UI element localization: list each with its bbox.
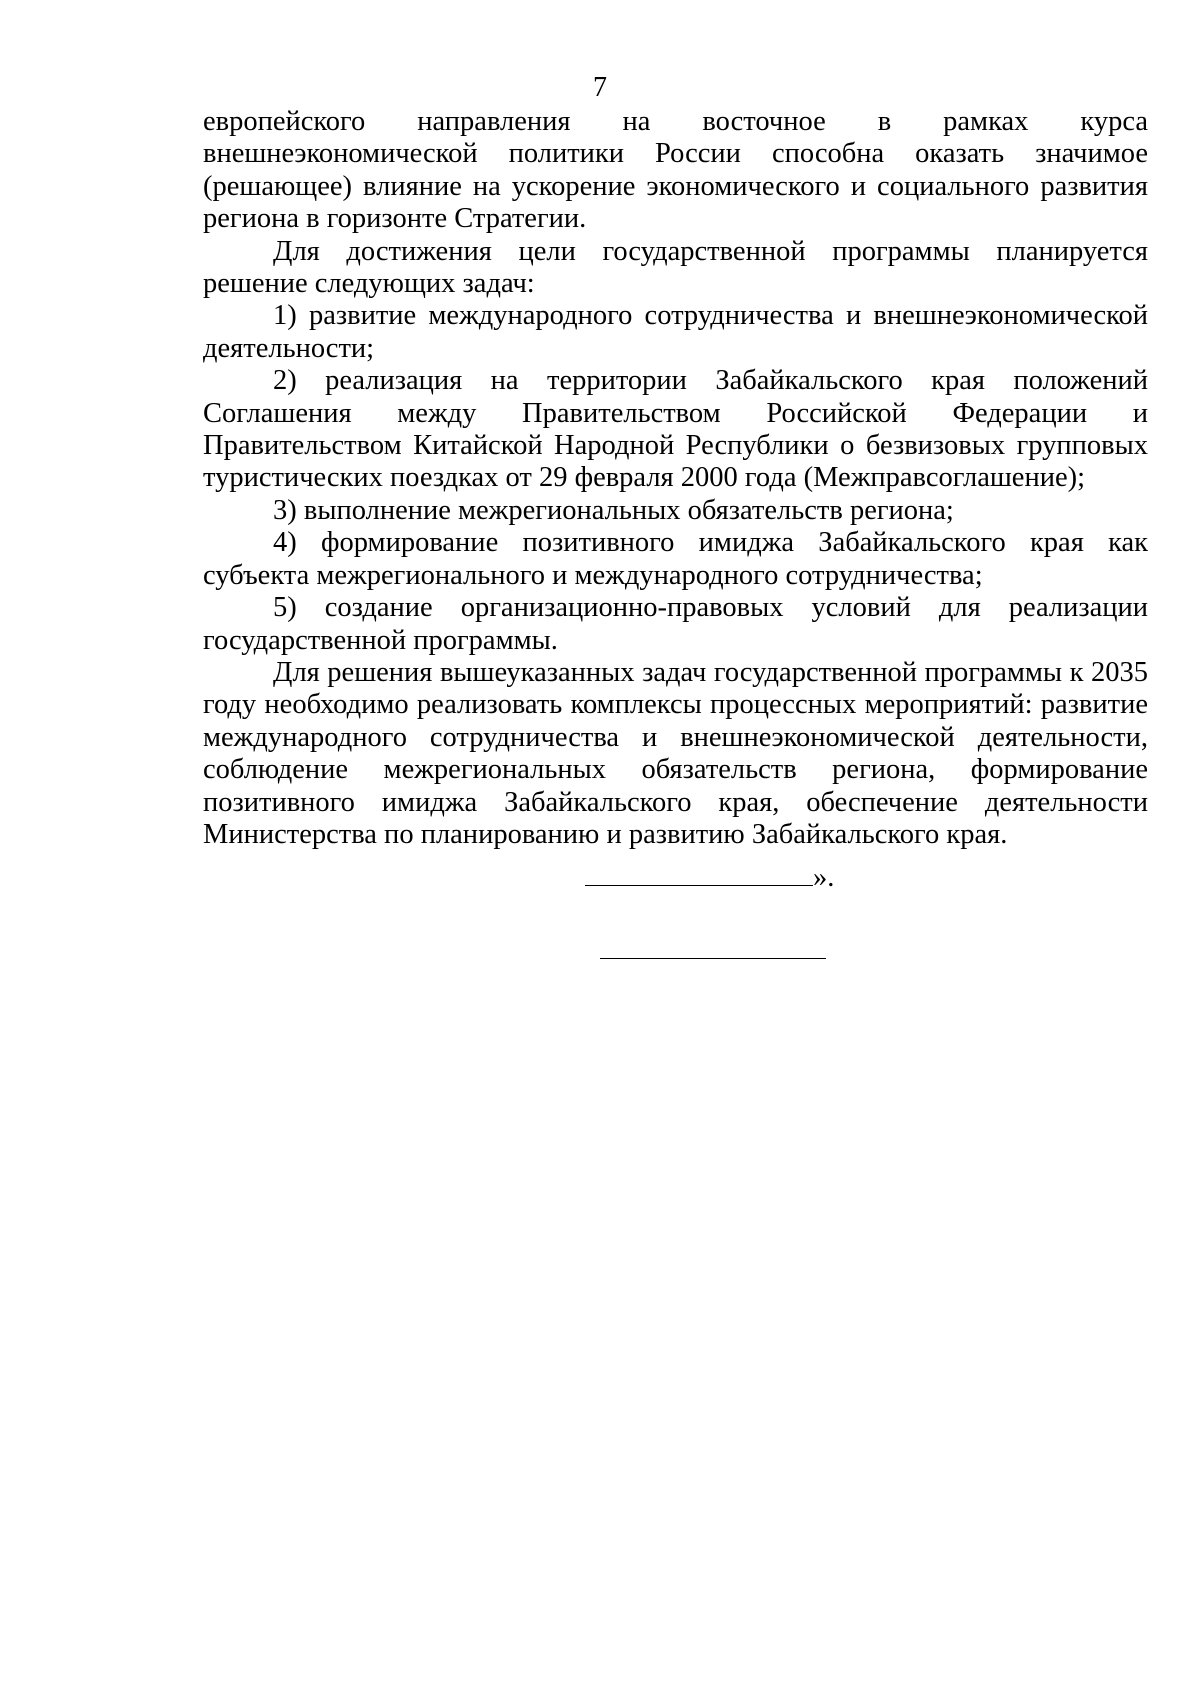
closing-quote-line xyxy=(585,862,834,894)
task-item-4: 4) формирование позитивного имиджа Забайкальского края как субъекта межрегионального и международного сотрудничества; xyxy=(203,527,1148,591)
closing-quote-mark: ». xyxy=(813,862,835,893)
page-number: 7 xyxy=(593,72,607,103)
closing-underline xyxy=(585,863,813,886)
paragraph-continuation: европейского направления на восточное в рамках курса внешнеэкономической политики России способна оказать значимое (решающее) влияние на ускорение экономического и социального развития региона в горизонте Стратегии. xyxy=(203,106,1148,235)
document-body xyxy=(203,106,1148,851)
paragraph-measures: Для решения вышеуказанных задач государственной программы к 2035 году необходимо реализовать комплексы процессных мероприятий: развитие международного сотрудничества и внешнеэкономической деятельности, соблюдение межрегиональных обязательств региона, формирование позитивного имиджа Забайкальского края, обеспечение деятельности Министерства по планированию и развитию Забайкальского края. xyxy=(203,656,1148,850)
end-of-document-rule xyxy=(600,958,826,959)
paragraph-goal-intro: Для достижения цели государственной программы планируется решение следующих задач: xyxy=(203,235,1148,300)
task-item-3: 3) выполнение межрегиональных обязательств региона; xyxy=(273,494,954,526)
task-item-1: 1) развитие международного сотрудничества и внешнеэкономической деятельности; xyxy=(203,300,1148,364)
task-item-5: 5) создание организационно-правовых условий для реализации государственной программы. xyxy=(203,592,1148,656)
task-item-2: 2) реализация на территории Забайкальского края положений Соглашения между Правительством Российской Федерации и Правительством Китайской Народной Республики о безвизовых групповых туристических поездках от 29 февраля 2000 года (Межправсоглашение); xyxy=(203,365,1148,494)
